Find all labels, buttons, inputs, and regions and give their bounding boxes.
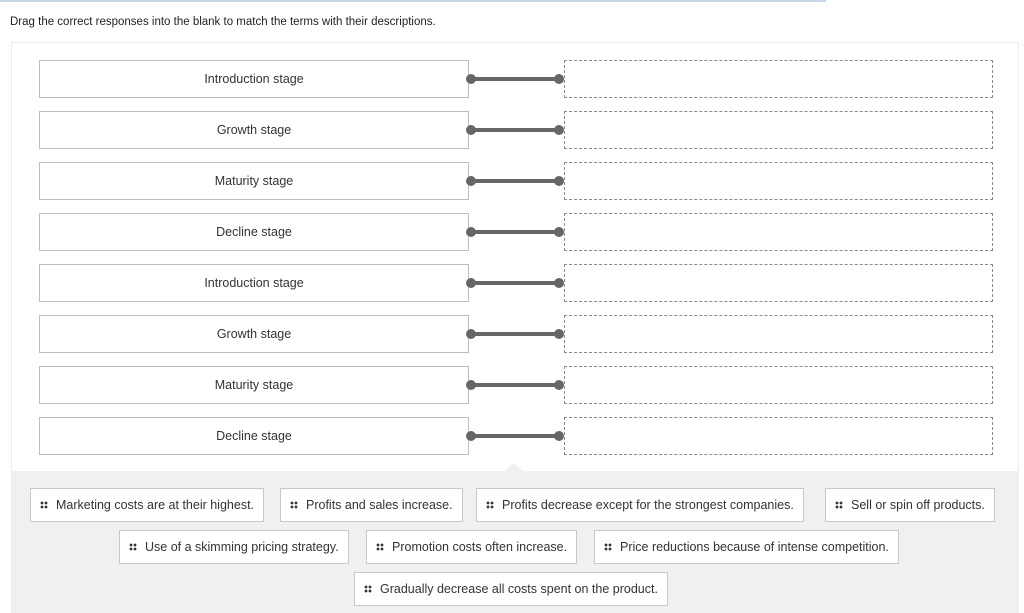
- connector-dot-icon: [554, 125, 564, 135]
- match-row: [39, 60, 993, 98]
- response-label: Profits and sales increase.: [306, 498, 453, 512]
- connector-line-icon: [469, 230, 563, 234]
- response-chip[interactable]: [30, 488, 264, 522]
- connector-line-icon: [469, 77, 563, 81]
- match-row: [39, 111, 993, 149]
- term-box: [39, 60, 469, 98]
- drop-zone[interactable]: [564, 315, 993, 353]
- term-label: Decline stage: [216, 225, 292, 239]
- response-chip[interactable]: [825, 488, 995, 522]
- connector-line-icon: [469, 281, 563, 285]
- drop-zone[interactable]: [564, 111, 993, 149]
- response-chip[interactable]: [119, 530, 349, 564]
- response-label: Profits decrease except for the strongest companies.: [502, 498, 794, 512]
- connector-dot-icon: [466, 74, 476, 84]
- response-chip[interactable]: [476, 488, 804, 522]
- connector-dot-icon: [554, 431, 564, 441]
- response-label: Sell or spin off products.: [851, 498, 985, 512]
- term-label: Introduction stage: [204, 276, 304, 290]
- drag-handle-icon: [604, 543, 612, 551]
- connector-dot-icon: [466, 227, 476, 237]
- matching-panel: [11, 42, 1019, 471]
- drop-zone[interactable]: [564, 213, 993, 251]
- drag-handle-icon: [376, 543, 384, 551]
- match-row: [39, 417, 993, 455]
- term-label: Growth stage: [216, 123, 292, 137]
- connector-dot-icon: [554, 329, 564, 339]
- drag-handle-icon: [835, 501, 843, 509]
- response-label: Use of a skimming pricing strategy.: [145, 540, 339, 554]
- response-chip[interactable]: [354, 572, 668, 606]
- match-row: [39, 264, 993, 302]
- drop-zone[interactable]: [564, 417, 993, 455]
- connector-dot-icon: [554, 380, 564, 390]
- drag-handle-icon: [290, 501, 298, 509]
- connector-dot-icon: [466, 329, 476, 339]
- drop-zone[interactable]: [564, 60, 993, 98]
- instructions-text: Drag the correct responses into the blank to match the terms with their descriptions.: [10, 16, 436, 28]
- term-box: [39, 111, 469, 149]
- connector-dot-icon: [466, 278, 476, 288]
- drag-handle-icon: [129, 543, 137, 551]
- connector-line-icon: [469, 332, 563, 336]
- connector-dot-icon: [466, 431, 476, 441]
- match-row: [39, 366, 993, 404]
- term-label: Maturity stage: [214, 378, 294, 392]
- connector-line-icon: [469, 179, 563, 183]
- bank-pointer-icon: [505, 463, 523, 471]
- term-box: [39, 366, 469, 404]
- response-label: Gradually decrease all costs spent on the product.: [380, 582, 658, 596]
- drop-zone[interactable]: [564, 162, 993, 200]
- drag-handle-icon: [364, 585, 372, 593]
- connector-dot-icon: [554, 278, 564, 288]
- top-divider: [0, 0, 826, 2]
- connector-dot-icon: [554, 227, 564, 237]
- response-bank: [11, 471, 1019, 613]
- connector-line-icon: [469, 383, 563, 387]
- term-label: Decline stage: [216, 429, 292, 443]
- connector-dot-icon: [466, 380, 476, 390]
- term-box: [39, 162, 469, 200]
- connector-line-icon: [469, 434, 563, 438]
- response-label: Price reductions because of intense competition.: [620, 540, 889, 554]
- response-label: Marketing costs are at their highest.: [56, 498, 255, 512]
- response-chip[interactable]: [594, 530, 899, 564]
- drop-zone[interactable]: [564, 264, 993, 302]
- connector-dot-icon: [466, 125, 476, 135]
- term-box: [39, 213, 469, 251]
- term-label: Introduction stage: [204, 72, 304, 86]
- match-row: [39, 213, 993, 251]
- connector-dot-icon: [466, 176, 476, 186]
- term-label: Maturity stage: [214, 174, 294, 188]
- term-label: Growth stage: [216, 327, 292, 341]
- match-row: [39, 315, 993, 353]
- drag-handle-icon: [486, 501, 494, 509]
- connector-line-icon: [469, 128, 563, 132]
- drop-zone[interactable]: [564, 366, 993, 404]
- term-box: [39, 315, 469, 353]
- response-chip[interactable]: [280, 488, 463, 522]
- term-box: [39, 264, 469, 302]
- response-label: Promotion costs often increase.: [392, 540, 568, 554]
- response-chip[interactable]: [366, 530, 577, 564]
- match-row: [39, 162, 993, 200]
- drag-handle-icon: [40, 501, 48, 509]
- term-box: [39, 417, 469, 455]
- connector-dot-icon: [554, 176, 564, 186]
- connector-dot-icon: [554, 74, 564, 84]
